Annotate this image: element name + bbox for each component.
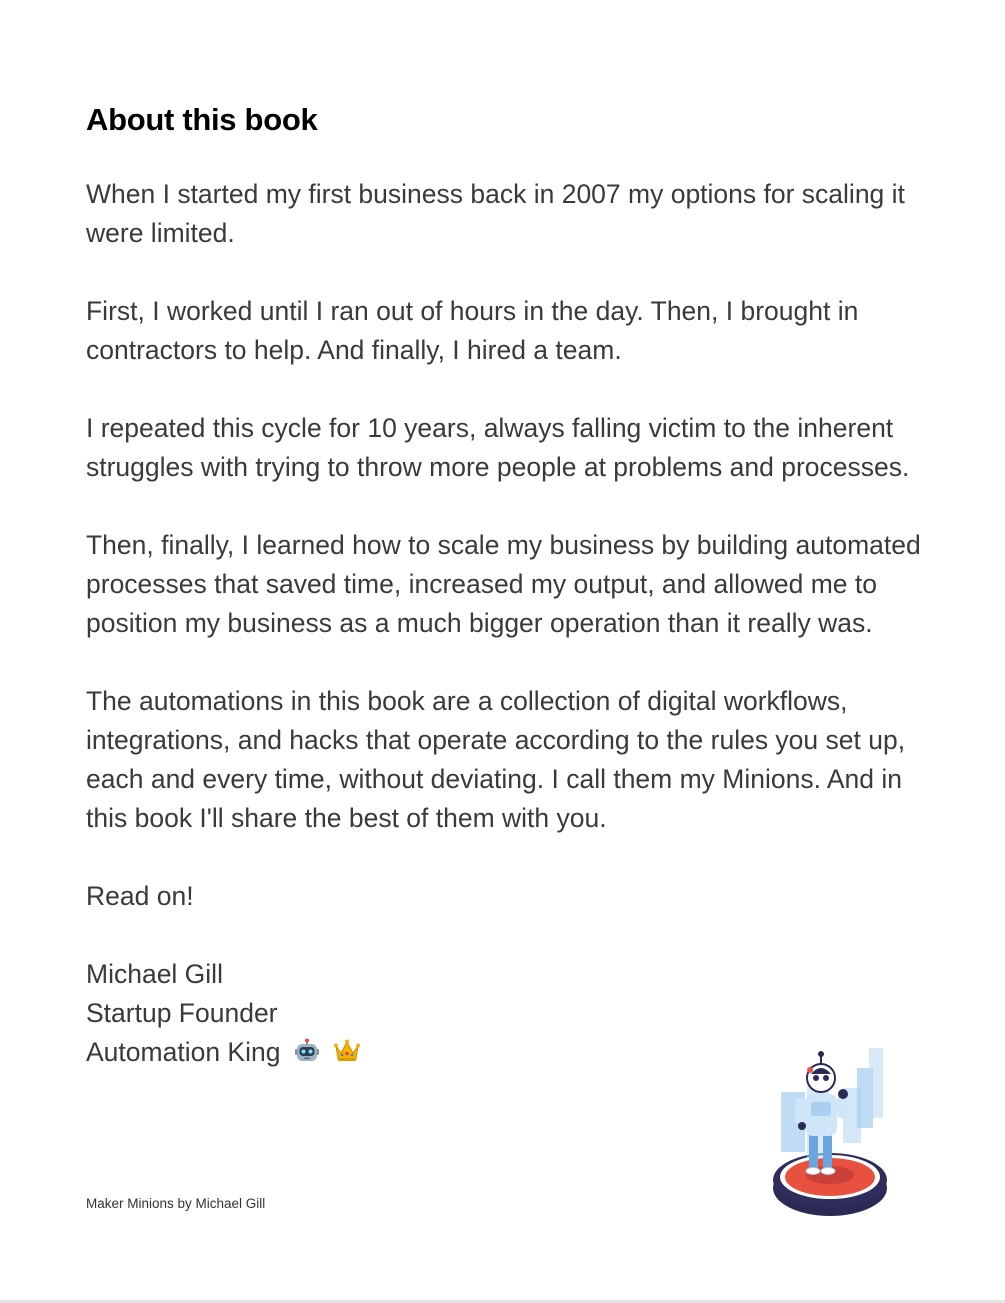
robot-on-platform-illustration — [765, 1040, 895, 1225]
signature-title: Automation King — [86, 1037, 281, 1067]
crown-icon — [333, 1036, 361, 1075]
signature-name: Michael Gill — [86, 959, 223, 989]
paragraph: When I started my first business back in 2007 my options for scaling it were limited. — [86, 179, 905, 248]
signature-role: Startup Founder — [86, 998, 278, 1028]
page-title: About this book — [86, 102, 318, 137]
paragraph: First, I worked until I ran out of hours in the day. Then, I brought in contractors to help. And finally, I hired a team. — [86, 296, 859, 365]
body-text — [86, 175, 936, 1075]
paragraph: Then, finally, I learned how to scale my business by building automated processes that saved time, increased my output, and allowed me to position my business as a much bigger operation than it really was. — [86, 530, 921, 638]
robot-face-icon — [294, 1036, 320, 1075]
paragraph: The automations in this book are a collection of digital workflows, integrations, and hacks that operate according to the rules you set up, each and every time, without deviating. I call them my Minions. And in this book I'll share the best of them with you. — [86, 686, 906, 833]
paragraph: I repeated this cycle for 10 years, always falling victim to the inherent struggles with trying to throw more people at problems and processes. — [86, 413, 910, 482]
paragraph: Read on! — [86, 881, 194, 911]
footer-credit: Maker Minions by Michael Gill — [86, 1196, 266, 1211]
